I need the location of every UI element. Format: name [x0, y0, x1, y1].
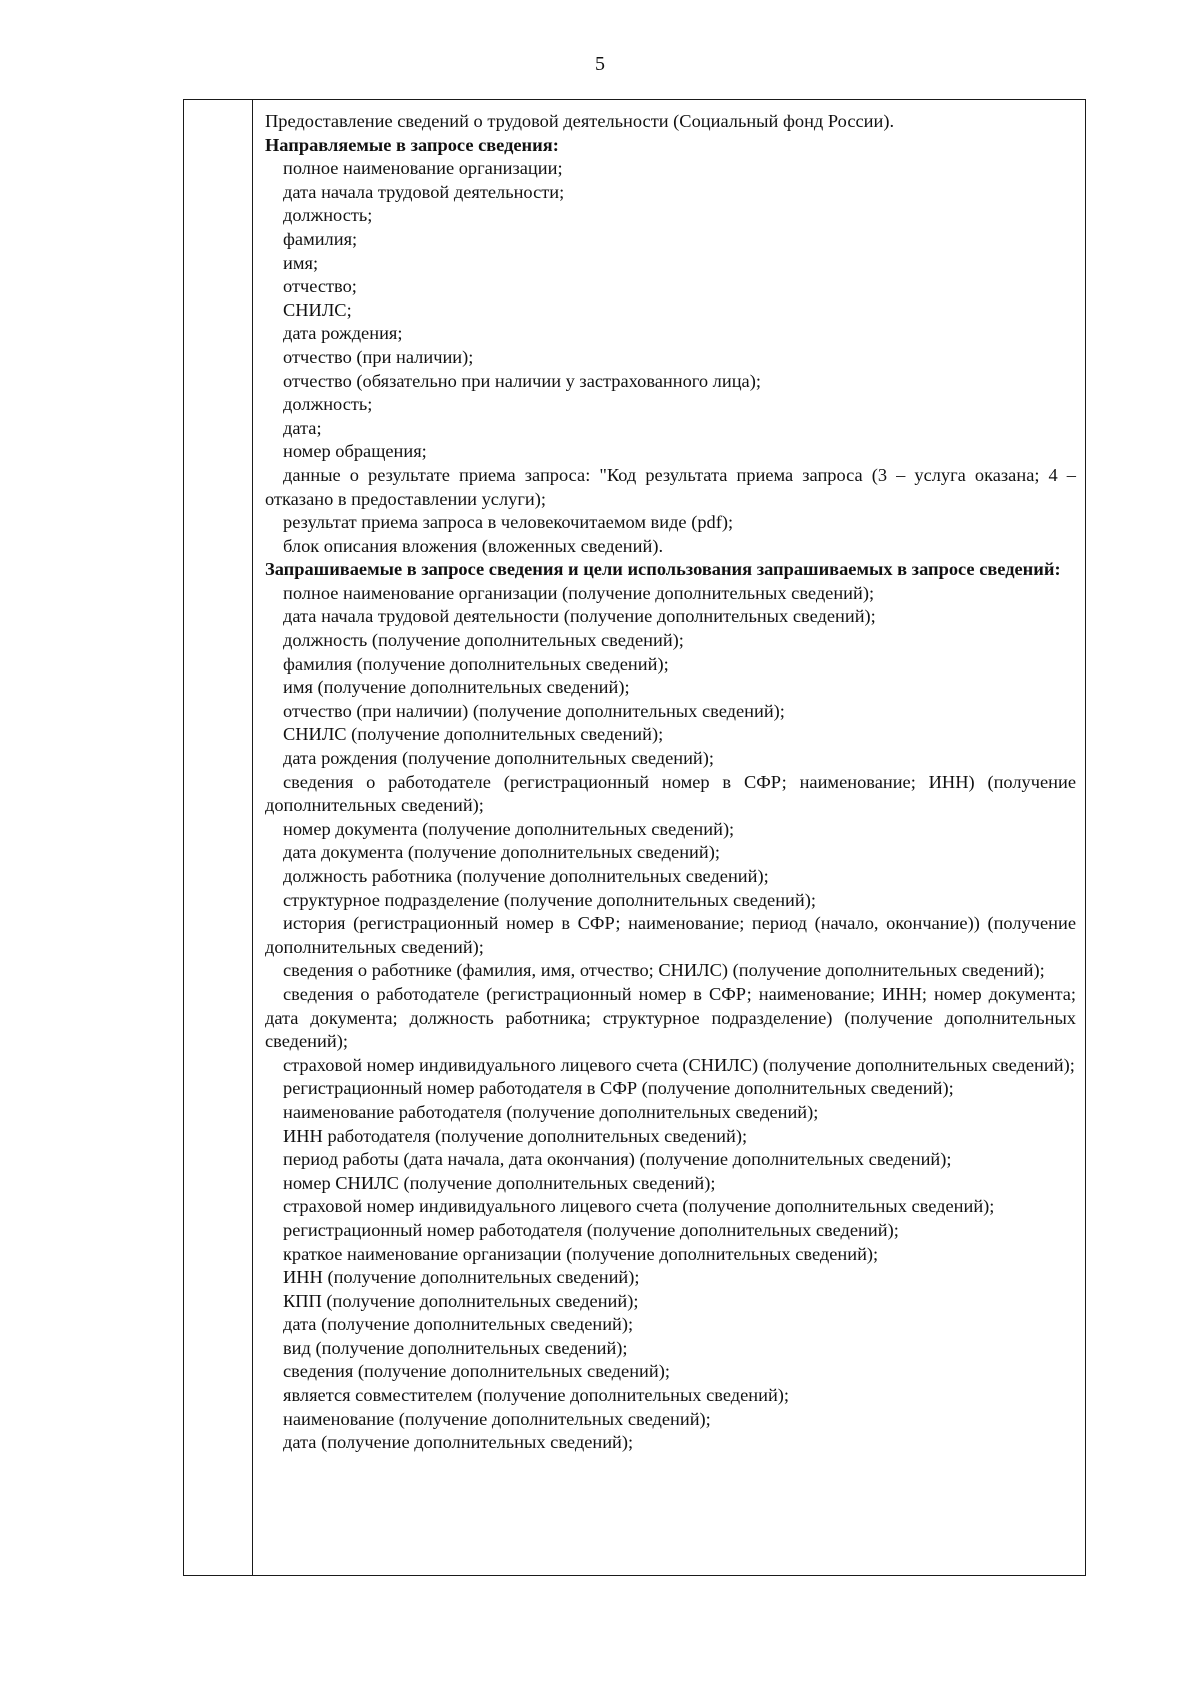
- list-item: отчество;: [283, 276, 357, 297]
- list-item: ИНН работодателя (получение дополнительных сведений);: [283, 1125, 748, 1146]
- requested-items-list-b: [265, 818, 1076, 912]
- list-item: дата начала трудовой деятельности;: [283, 181, 565, 202]
- list-item: дата (получение дополнительных сведений);: [283, 1432, 634, 1453]
- list-item: наименование работодателя (получение дополнительных сведений);: [283, 1101, 819, 1122]
- snils-paragraph: страховой номер индивидуального лицевого счета (СНИЛС) (получение дополнительных сведений);: [283, 1054, 1075, 1075]
- list-item: СНИЛС (получение дополнительных сведений);: [283, 724, 664, 745]
- list-item: сведения (получение дополнительных сведений);: [283, 1361, 670, 1382]
- list-item: является совместителем (получение дополнительных сведений);: [283, 1385, 790, 1406]
- list-item: должность;: [283, 205, 373, 226]
- requested-items-list-c: [265, 1077, 1076, 1455]
- list-item: дата (получение дополнительных сведений);: [283, 1314, 634, 1335]
- list-item: должность работника (получение дополнительных сведений);: [283, 866, 769, 886]
- column-divider: [252, 100, 253, 1575]
- employer-paragraph: сведения о работодателе (регистрационный номер в СФР; наименование; ИНН) (получение дополнительных сведений);: [265, 771, 1076, 816]
- list-item: структурное подразделение (получение дополнительных сведений);: [283, 889, 816, 910]
- list-item: должность (получение дополнительных сведений);: [283, 630, 684, 651]
- list-item: полное наименование организации;: [283, 158, 563, 179]
- list-item: блок описания вложения (вложенных сведений).: [283, 535, 664, 556]
- history-paragraph: история (регистрационный номер в СФР; наименование; период (начало, окончание)) (получение дополнительных сведений);: [265, 913, 1076, 957]
- list-item: дата;: [283, 417, 322, 438]
- list-item: КПП (получение дополнительных сведений);: [283, 1290, 639, 1311]
- table-cell-content: [265, 110, 1076, 1455]
- list-item: результат приема запроса в человекочитаемом виде (pdf);: [283, 512, 734, 533]
- list-item: регистрационный номер работодателя в СФР (получение дополнительных сведений);: [283, 1078, 954, 1099]
- list-item: дата рождения (получение дополнительных сведений);: [283, 748, 715, 769]
- list-item: имя (получение дополнительных сведений);: [283, 677, 630, 698]
- list-item: наименование (получение дополнительных сведений);: [283, 1408, 711, 1429]
- sent-heading: Направляемые в запросе сведения:: [265, 134, 559, 155]
- list-item: должность;: [283, 394, 373, 415]
- list-item: СНИЛС;: [283, 299, 352, 320]
- requested-items-list-a: [265, 582, 1076, 771]
- list-item: номер СНИЛС (получение дополнительных сведений);: [283, 1172, 716, 1193]
- sent-items-after-list: [265, 511, 1076, 558]
- list-item: фамилия;: [283, 228, 358, 249]
- list-item: отчество (при наличии) (получение дополнительных сведений);: [283, 700, 785, 721]
- list-item: имя;: [283, 252, 319, 273]
- list-item: дата начала трудовой деятельности (получение дополнительных сведений);: [283, 606, 876, 627]
- page-number: 5: [595, 53, 605, 75]
- list-item: краткое наименование организации (получение дополнительных сведений);: [283, 1243, 879, 1264]
- list-item: страховой номер индивидуального лицевого счета (получение дополнительных сведений);: [283, 1196, 995, 1217]
- list-item: номер документа (получение дополнительных сведений);: [283, 818, 735, 839]
- list-item: отчество (обязательно при наличии у застрахованного лица);: [283, 370, 761, 391]
- list-item: регистрационный номер работодателя (получение дополнительных сведений);: [283, 1219, 899, 1240]
- sent-items-list: [265, 157, 1076, 464]
- employee-paragraph: сведения о работнике (фамилия, имя, отчество; СНИЛС) (получение дополнительных сведений);: [283, 960, 1045, 981]
- list-item: фамилия (получение дополнительных сведений);: [283, 653, 669, 674]
- list-item: дата документа (получение дополнительных сведений);: [283, 842, 720, 863]
- list-item: номер обращения;: [283, 441, 427, 462]
- list-item: отчество (при наличии);: [283, 346, 474, 367]
- result-paragraph: данные о результате приема запроса: "Код результата приема запроса (3 – услуга оказана; 4 – отказано в предоставлении услуги);: [265, 464, 1076, 509]
- intro-text: Предоставление сведений о трудовой деятельности (Социальный фонд России).: [265, 111, 895, 131]
- requested-heading: Запрашиваемые в запросе сведения и цели использования запрашиваемых в запросе сведений:: [265, 559, 1061, 580]
- list-item: полное наименование организации (получение дополнительных сведений);: [283, 582, 875, 603]
- list-item: вид (получение дополнительных сведений);: [283, 1337, 628, 1358]
- list-item: ИНН (получение дополнительных сведений);: [283, 1267, 640, 1288]
- employer-details-paragraph: сведения о работодателе (регистрационный номер в СФР; наименование; ИНН; номер документа; дата документа; должность работника; структурное подразделение) (получение дополнительных сведений);: [265, 983, 1076, 1052]
- list-item: период работы (дата начала, дата окончания) (получение дополнительных сведений);: [283, 1149, 952, 1170]
- list-item: дата рождения;: [283, 323, 403, 344]
- document-table: [183, 99, 1086, 1576]
